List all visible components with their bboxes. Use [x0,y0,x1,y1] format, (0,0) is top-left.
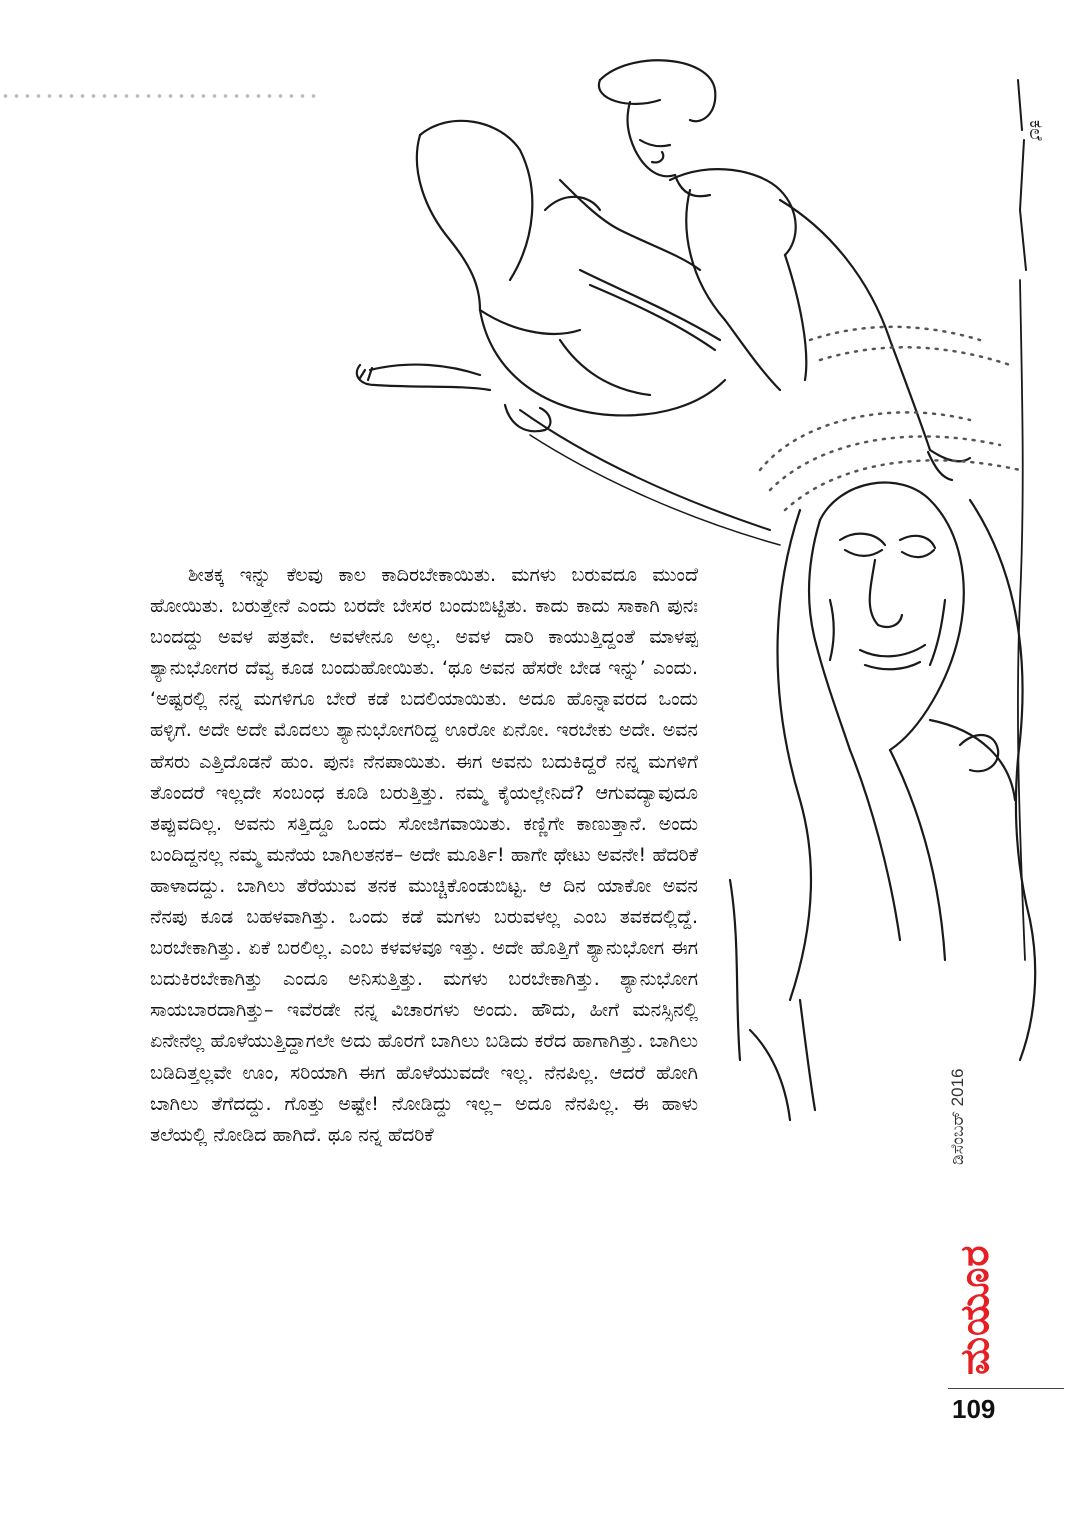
page-number: 109 [952,1394,996,1424]
seated-man-figure [357,60,970,480]
decorative-dot-rule [0,92,322,100]
issue-date: ಡಿಸೆಂಬರ್ 2016 [948,1068,967,1165]
article-paragraph: ಶೀತಕ್ಕ ಇನ್ನು ಕೆಲವು ಕಾಲ ಕಾದಿರಬೇಕಾಯಿತು. ಮಗಳು ಬರುವದೂ ಮುಂದೆ ಹೋಯಿತು. ಬರುತ್ತೇನೆ ಎಂದು ಬರದೇ ಬೇಸರ ಬಂದುಬಿಟ್ಟಿತು. ಕಾದು ಕಾದು ಸಾಕಾಗಿ ಪುನಃ ಬಂದದ್ದು ಅವಳ ಪತ್ರವೇ. ಅವಳೇನೂ ಅಲ್ಲ. ಅವಳ ದಾರಿ ಕಾಯುತ್ತಿದ್ದಂತೆ ಮಾಳಪ್ಪ ಶ್ಯಾನುಭೋಗರ ದೆವ್ವ ಕೂಡ ಬಂದುಹೋಯಿತು. ‘ಥೂ ಅವನ ಹೆಸರೇ ಬೇಡ ಇನ್ನು’ ಎಂದು. ‘ಅಷ್ಟರಲ್ಲಿ ನನ್ನ ಮಗಳಿಗೂ ಬೇರೆ ಕಡೆ ಬದಲಿಯಾಯಿತು. ಅದೂ ಹೊನ್ನಾವರದ ಒಂದು ಹಳ್ಳಿಗೆ. ಅದೇ ಅದೇ ಮೊದಲು ಶ್ಯಾನುಭೋಗರಿದ್ದ ಊರೋ ಏನೋ. ಇರಬೇಕು ಅದೇ. ಅವನ ಹೆಸರು ಎತ್ತಿದೊಡನೆ ಹುಂ. ಪುನಃ ನೆನಪಾಯಿತು. ಈಗ ಅವನು ಬದುಕಿದ್ದರೆ ನನ್ನ ಮಗಳಿಗೆ ತೊಂದರೆ ಇಲ್ಲದೇ ಸಂಬಂಧ ಕೂಡಿ ಬರುತ್ತಿತ್ತು. ನಮ್ಮ ಕೈಯಲ್ಲೇನಿದೆ? ಆಗುವದ್ಯಾವುದೂ ತಪ್ಪುವದಿಲ್ಲ. ಅವನು ಸತ್ತಿದ್ದೂ ಒಂದು ಸೋಜಿಗವಾಯಿತು. ಕಣ್ಣಿಗೇ ಕಾಣುತ್ತಾನೆ. ಅಂದು ಬಂದಿದ್ದನಲ್ಲ ನಮ್ಮ ಮನೆಯ ಬಾಗಿಲತನಕ– ಅದೇ ಮೂರ್ತಿ! ಹಾಗೇ ಥೇಟು ಅವನೇ! ಹೆದರಿಕೆ ಹಾಳಾದದ್ದು. ಬಾಗಿಲು ತೆರೆಯುವ ತನಕ ಮುಚ್ಚಿಕೊಂಡುಬಿಟ್ಟ. ಆ ದಿನ ಯಾಕೋ ಅವನ ನೆನಪು ಕೂಡ ಬಹಳವಾಗಿತ್ತು. ಒಂದು ಕಡೆ ಮಗಳು ಬರುವಳಲ್ಲ ಎಂಬ ತವಕದಲ್ಲಿದ್ದೆ. ಬರಬೇಕಾಗಿತ್ತು. ಏಕೆ ಬರಲಿಲ್ಲ. ಎಂಬ ಕಳವಳವೂ ಇತ್ತು. ಅದೇ ಹೊತ್ತಿಗೆ ಶ್ಯಾನುಭೋಗ ಈಗ ಬದುಕಿರಬೇಕಾಗಿತ್ತು ಎಂದೂ ಅನಿಸುತ್ತಿತ್ತು. ಮಗಳು ಬರಬೇಕಾಗಿತ್ತು. ಶ್ಯಾನುಭೋಗ ಸಾಯಬಾರದಾಗಿತ್ತು– ಇವೆರಡೇ ನನ್ನ ವಿಚಾರಗಳು ಅಂದು. ಹೌದು, ಹೀಗೆ ಮನಸ್ಸಿನಲ್ಲಿ ಏನೇನೆಲ್ಲ ಹೊಳೆಯುತ್ತಿದ್ದಾಗಲೇ ಅದು ಹೊರಗೆ ಬಾಗಿಲು ಬಡಿದು ಕರೆದ ಹಾಗಾಗಿತ್ತು. ಬಾಗಿಲು ಬಡಿದಿತ್ತಲ್ಲವೇ ಊಂ, ಸರಿಯಾಗಿ ಈಗ ಹೊಳೆಯುವದೇ ಇಲ್ಲ. ನೆನಪಿಲ್ಲ. ಆದರೆ ಹೋಗಿ ಬಾಗಿಲು ತೆಗೆದದ್ದು. ಗೊತ್ತು ಅಷ್ಟೇ! ನೋಡಿದ್ದು ಇಲ್ಲ– ಅದೂ ನೆನಪಿಲ್ಲ. ಈ ಹಾಳು ತಲೆಯಲ್ಲಿ ನೋಡಿದ ಹಾಗಿದೆ. ಥೂ ನನ್ನ ಹೆದರಿಕೆ [150,564,698,1146]
old-woman-figure [730,483,1035,1120]
artist-signature: ಕಲೆ [1025,120,1046,141]
article-body [150,560,698,1151]
bench-line [520,410,770,530]
folio-divider [948,1388,1064,1389]
magazine-logo: ಮಯೂರ [952,1244,998,1375]
